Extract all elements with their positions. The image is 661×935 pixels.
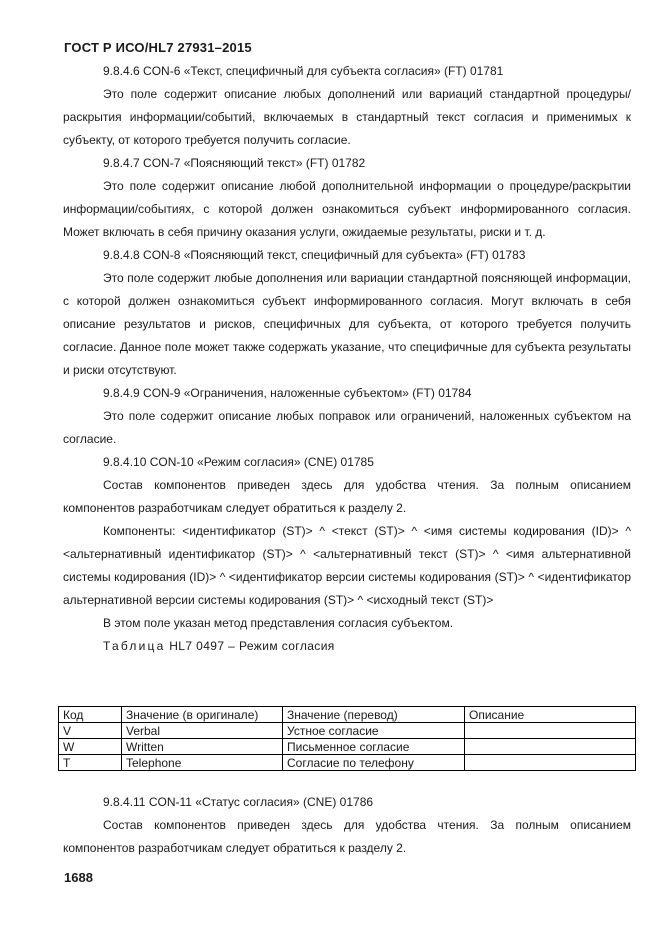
column-header-code: Код xyxy=(59,707,122,723)
section-paragraph: Это поле содержит описание любых поправок или ограничений, наложенных субъектом на согласие. xyxy=(63,409,631,446)
table-row xyxy=(59,723,636,739)
table-cell: Written xyxy=(122,739,283,755)
table-cell xyxy=(465,739,636,755)
section-heading: 9.8.4.7 CON-7 «Поясняющий текст» (FT) 01782 xyxy=(103,156,366,170)
section-paragraph: В этом поле указан метод представления согласия субъектом. xyxy=(103,616,454,630)
table-cell: Устное согласие xyxy=(283,723,465,739)
section-paragraph: Состав компонентов приведен здесь для удобства чтения. За полным описанием компонентов разработчикам следует обратиться к разделу 2. xyxy=(63,478,631,515)
table-caption-rest: HL7 0497 – Режим согласия xyxy=(169,639,335,653)
section-heading: 9.8.4.9 CON-9 «Ограничения, наложенные субъектом» (FT) 01784 xyxy=(103,386,472,400)
table-cell: V xyxy=(59,723,122,739)
lower-content xyxy=(63,791,631,860)
table-caption-prefix: Таблица xyxy=(103,639,166,653)
table-cell: Telephone xyxy=(122,755,283,771)
section-heading: 9.8.4.11 CON-11 «Статус согласия» (CNE) 01786 xyxy=(103,795,374,809)
section-heading: 9.8.4.8 CON-8 «Поясняющий текст, специфичный для субъекта» (FT) 01783 xyxy=(103,248,526,262)
table-cell xyxy=(465,723,636,739)
table-header-row xyxy=(59,707,636,723)
table-row xyxy=(59,755,636,771)
table-cell: W xyxy=(59,739,122,755)
section-paragraph: Состав компонентов приведен здесь для удобства чтения. За полным описанием компонентов разработчикам следует обратиться к разделу 2. xyxy=(63,818,631,855)
components-paragraph: Компоненты: <идентификатор (ST)> ^ <текст (ST)> ^ <имя системы кодирования (ID)> ^ <альтернативный идентификатор (ST)> ^ <альтернативный текст (ST)> ^ <имя альтернативной системы кодирования (ID)> ^ <идентификатор версии системы кодирования (ST)> ^ <идентификатор альтернативной версии системы кодирования (ST)> ^ <исходный текст (ST)> xyxy=(63,524,631,607)
page-number: 1688 xyxy=(64,870,93,885)
section-heading: 9.8.4.6 CON-6 «Текст, специфичный для субъекта согласия» (FT) 01781 xyxy=(103,64,504,78)
consent-mode-table xyxy=(58,706,636,771)
column-header-original: Значение (в оригинале) xyxy=(122,707,283,723)
section-paragraph: Это поле содержит описание любой дополнительной информации о процедуре/раскрытии информации/событиях, с которой должен ознакомиться субъект информированного согласия. Может включать в себя причину оказания услуги, ожидаемые результаты, риски и т. д. xyxy=(63,179,631,239)
table-row xyxy=(59,739,636,755)
main-content xyxy=(63,60,631,658)
table-cell: T xyxy=(59,755,122,771)
table-cell: Письменное согласие xyxy=(283,739,465,755)
section-paragraph: Это поле содержит любые дополнения или вариации стандартной поясняющей информации, с которой должен ознакомиться субъект информированного согласия. Могут включать в себя описание результатов и рисков, специфичных для субъекта, от которого требуется получить согласие. Данное поле может также содержать указание, что специфичные для субъекта результаты и риски отсутствуют. xyxy=(63,271,631,377)
table-caption xyxy=(63,635,631,658)
column-header-translation: Значение (перевод) xyxy=(283,707,465,723)
table-cell xyxy=(465,755,636,771)
section-paragraph: Это поле содержит описание любых дополнений или вариаций стандартной процедуры/раскрытия информации/событий, включаемых в стандартный текст согласия и применимых к субъекту, от которого требуется получить согласие. xyxy=(63,87,631,147)
column-header-description: Описание xyxy=(465,707,636,723)
document-header: ГОСТ Р ИСО/HL7 27931–2015 xyxy=(64,40,252,55)
section-heading: 9.8.4.10 CON-10 «Режим согласия» (CNE) 01785 xyxy=(103,455,374,469)
table-cell: Согласие по телефону xyxy=(283,755,465,771)
table-cell: Verbal xyxy=(122,723,283,739)
